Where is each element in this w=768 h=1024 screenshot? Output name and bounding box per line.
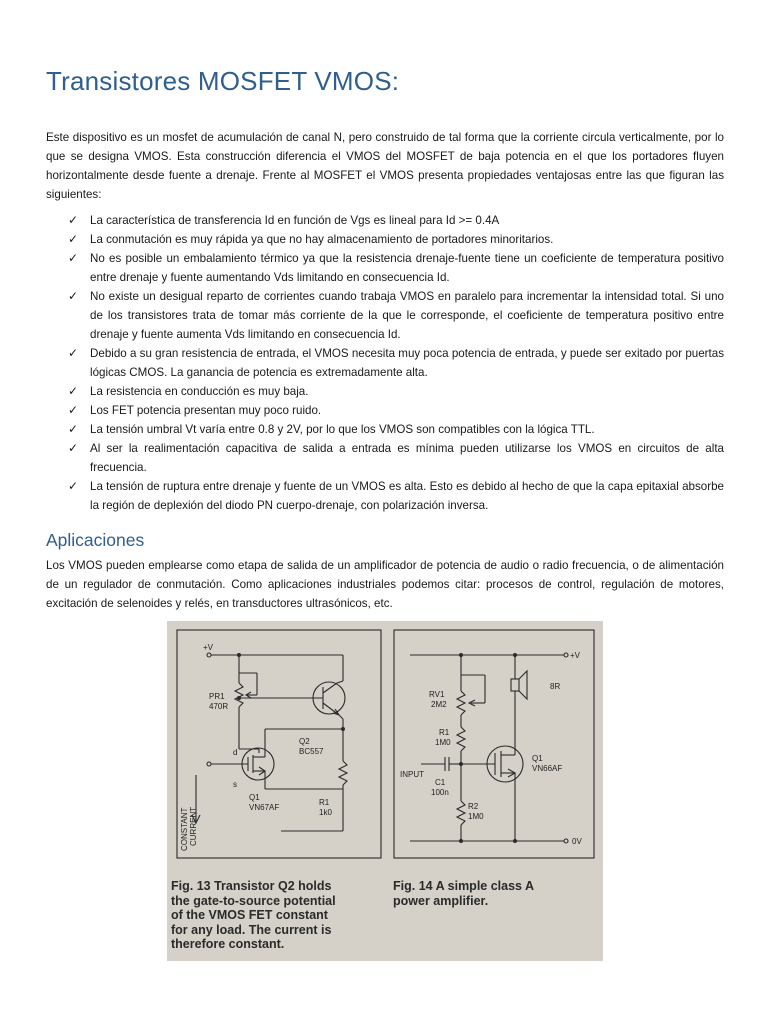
fig13-constant-label: CONSTANT <box>180 807 189 851</box>
fig14-zero-v-label: 0V <box>572 837 582 846</box>
fig14-c1-value: 100n <box>431 788 449 797</box>
fig14-r1-label: R1 <box>439 728 450 737</box>
fig14-input-label: INPUT <box>400 770 424 779</box>
fig14-r2-label: R2 <box>468 802 479 811</box>
property-list <box>46 211 724 515</box>
fig13-source-label: s <box>233 780 237 789</box>
fig14-frame <box>394 630 594 858</box>
list-item: ✓ La tensión umbral Vt varía entre 0.8 y 2V, por lo que los VMOS son compatibles con la lógica TTL. <box>46 420 724 439</box>
list-item: ✓ La característica de transferencia Id en función de Vgs es lineal para Id >= 0.4A <box>46 211 724 230</box>
list-item: ✓ Debido a su gran resistencia de entrada, el VMOS necesita muy poca potencia de entrada, y puede ser exitado por puertas lógicas CMOS. La ganancia de potencia es extremadamente alta. <box>68 346 724 379</box>
applications-paragraph: Los VMOS pueden emplearse como etapa de salida de un amplificador de potencia de audio o radio frecuencia, o de alimentación de un regulador de conmutación. Como aplicaciones industriales podemos citar: procesos de control, regulación de motores, excitación de selenoides y relés, en transductores ultrasónicos, etc. <box>46 559 724 610</box>
fig13-r1-label: R1 <box>319 798 330 807</box>
fig13-frame <box>177 630 381 858</box>
check-icon: ✓ <box>68 422 79 436</box>
fig14-caption: Fig. 14 A simple class A power amplifier. <box>393 879 535 908</box>
check-icon: ✓ <box>68 384 79 398</box>
list-item: ✓ No existe un desigual reparto de corrientes cuando trabaja VMOS en paralelo para incrementar la intensidad total. Si uno de los transistores trata de tomar más corriente de la que le corresponde, el coeficiente de temperatura positivo entre drenaje y fuente aumenta Vds limitando en consecuencia Id. <box>68 289 724 341</box>
fig14-speaker-label: 8R <box>550 682 561 691</box>
fig13-vplus-label: +V <box>203 643 214 652</box>
list-item: ✓ Al ser la realimentación capacitiva de salida a entrada es mínima pueden utilizarse los VMOS en circuitos de alta frecuencia. <box>68 441 724 474</box>
fig14-c1-label: C1 <box>435 778 446 787</box>
list-item: ✓ La conmutación es muy rápida ya que no hay almacenamiento de portadores minoritarios. <box>46 230 724 249</box>
fig13-pr1-value: 470R <box>209 702 229 711</box>
fig13-pr1-label: PR1 <box>209 692 225 701</box>
list-item: ✓ Los FET potencia presentan muy poco ruido. <box>46 401 724 420</box>
check-icon: ✓ <box>68 346 79 360</box>
check-icon: ✓ <box>68 403 79 417</box>
page-title: Transistores MOSFET VMOS: <box>46 66 400 96</box>
fig13-drain-label: d <box>233 748 238 757</box>
check-icon: ✓ <box>68 251 79 265</box>
list-item: ✓ No es posible un embalamiento térmico ya que la resistencia drenaje-fuente tiene un coeficiente de temperatura positivo entre drenaje y fuente aumentando Vds limitando en consecuencia Id. <box>68 251 724 284</box>
fig14-rv1-label: RV1 <box>429 690 445 699</box>
check-icon: ✓ <box>68 213 79 227</box>
intro-paragraph: Este dispositivo es un mosfet de acumulación de canal N, pero construido de tal forma que la corriente circula verticalmente, por lo que se designa VMOS. Esta construcción diferencia el VMOS del MOSFET de baja potencia en el que los portadores fluyen horizontalmente desde fuente a drenaje. Frente al MOSFET el VMOS presenta propiedades ventajosas entre las que figuran las siguientes: <box>46 131 724 201</box>
fig14-r2-value: 1M0 <box>468 812 484 821</box>
fig13-current-label: CURRENT <box>189 806 198 846</box>
fig14-q1-label: Q1 <box>532 754 543 763</box>
list-item: ✓ La tensión de ruptura entre drenaje y fuente de un VMOS es alta. Esto es debido al hecho de que la capa epitaxial absorbe la región de deplexión del diodo PN cuerpo-drenaje, con polarización inversa. <box>68 479 724 512</box>
check-icon: ✓ <box>68 479 79 493</box>
fig13-q2-value: BC557 <box>299 747 324 756</box>
check-icon: ✓ <box>68 232 79 246</box>
list-item: ✓ La resistencia en conducción es muy baja. <box>46 382 724 401</box>
fig13-caption: Fig. 13 Transistor Q2 holds the gate-to-source potential of the VMOS FET constant for any load. The current is therefore constant. <box>171 879 336 951</box>
fig14-q1-value: VN66AF <box>532 764 563 773</box>
fig14-rv1-value: 2M2 <box>431 700 447 709</box>
section-heading: Aplicaciones <box>46 530 145 550</box>
fig13-r1-value: 1k0 <box>319 808 332 817</box>
check-icon: ✓ <box>68 289 79 303</box>
fig13-q1-value: VN67AF <box>249 803 280 812</box>
fig14-vplus-label: +V <box>570 651 581 660</box>
check-icon: ✓ <box>68 441 79 455</box>
fig14-r1-value: 1M0 <box>435 738 451 747</box>
fig13-q2-label: Q2 <box>299 737 310 746</box>
circuit-figure <box>167 621 603 961</box>
fig13-q1-label: Q1 <box>249 793 260 802</box>
